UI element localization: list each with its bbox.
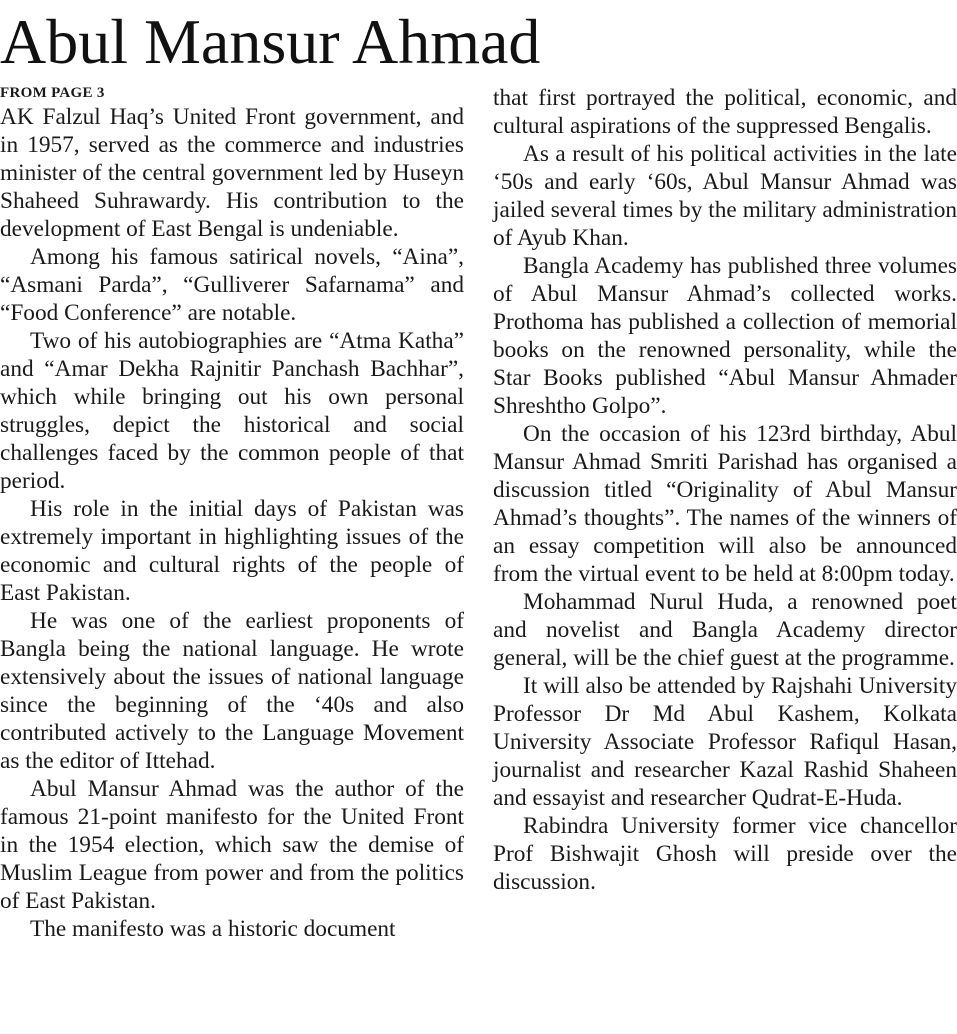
paragraph: His role in the initial days of Pakistan was extremely important in highlighting issues of the economic and cultural rights of the people of East Pakistan. xyxy=(0,496,464,606)
paragraph: Bangla Academy has published three volumes of Abul Mansur Ahmad’s collected works. Prothoma has published a collection of memorial books on the renowned personality, while the Star Books published “Abul Mansur Ahmader Shreshtho Golpo”. xyxy=(493,253,957,419)
paragraph: It will also be attended by Rajshahi University Professor Dr Md Abul Kashem, Kolkata University Associate Professor Rafiqul Hasan, journalist and researcher Kazal Rashid Shaheen and essayist and researcher Qudrat-E-Huda. xyxy=(493,673,957,811)
paragraph: On the occasion of his 123rd birthday, Abul Mansur Ahmad Smriti Parishad has organised a discussion titled “Originality of Abul Mansur Ahmad’s thoughts”. The names of the winners of an essay competition will also be announced from the virtual event to be held at 8:00pm today. xyxy=(493,421,957,587)
paragraph: Abul Mansur Ahmad was the author of the famous 21-point manifesto for the United Front in the 1954 election, which saw the demise of Muslim League from power and from the politics of East Pakistan. xyxy=(0,776,464,914)
paragraph-continued: AK Falzul Haq’s United Front government, and in 1957, served as the commerce and industries minister of the central government led by Huseyn Shaheed Suhrawardy. His contribution to the development of East Bengal is undeniable. xyxy=(0,104,464,242)
article-column-left xyxy=(0,84,464,943)
paragraph: Among his famous satirical novels, “Aina”, “Asmani Parda”, “Gulliverer Safarnama” and “Food Conference” are notable. xyxy=(0,244,464,326)
paragraph: Rabindra University former vice chancellor Prof Bishwajit Ghosh will preside over the discussion. xyxy=(493,813,957,895)
paragraph: Mohammad Nurul Huda, a renowned poet and novelist and Bangla Academy director general, will be the chief guest at the programme. xyxy=(493,589,957,671)
article-column-right xyxy=(493,84,957,896)
paragraph: He was one of the earliest proponents of Bangla being the national language. He wrote extensively about the issues of national language since the beginning of the ‘40s and also contributed actively to the Language Movement as the editor of Ittehad. xyxy=(0,608,464,774)
paragraph: The manifesto was a historic document xyxy=(30,916,396,942)
jump-line: FROM PAGE 3 xyxy=(0,85,105,101)
paragraph-continued: that first portrayed the political, economic, and cultural aspirations of the suppressed Bengalis. xyxy=(493,85,957,139)
paragraph: Two of his autobiographies are “Atma Katha” and “Amar Dekha Rajnitir Panchash Bachhar”, which while bringing out his own personal struggles, depict the historical and social challenges faced by the common people of that period. xyxy=(0,328,464,494)
article-headline: Abul Mansur Ahmad xyxy=(0,6,541,77)
paragraph: As a result of his political activities in the late ‘50s and early ‘60s, Abul Mansur Ahmad was jailed several times by the military administration of Ayub Khan. xyxy=(493,141,957,251)
